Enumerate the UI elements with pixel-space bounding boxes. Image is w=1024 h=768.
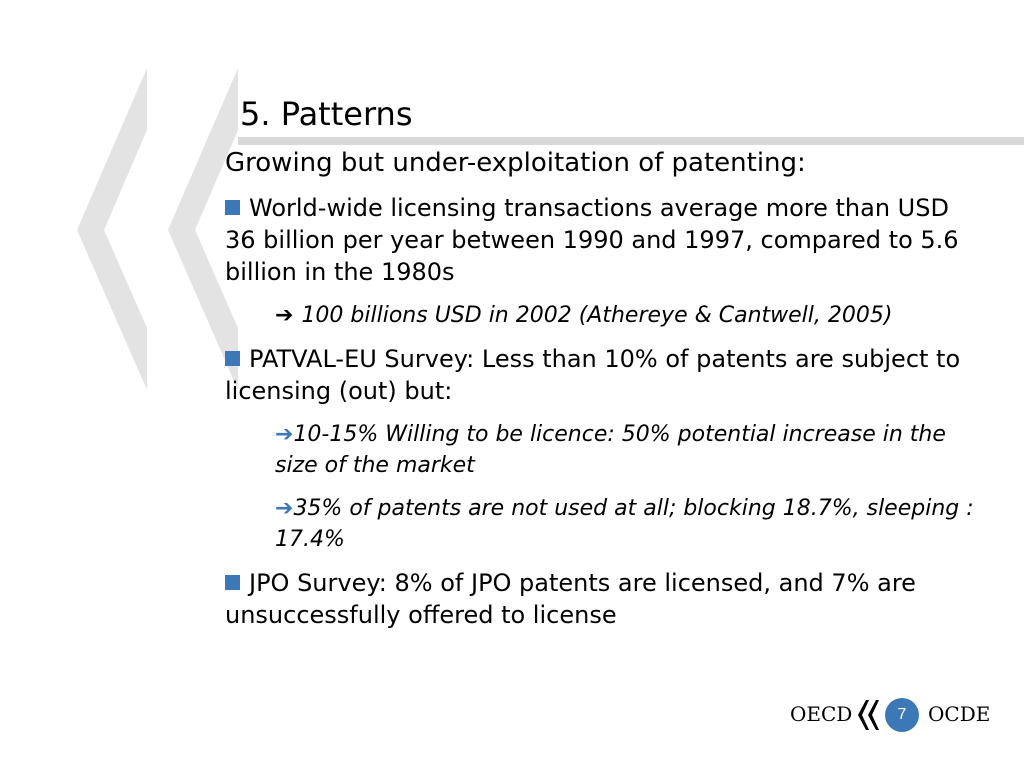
bullet-item xyxy=(225,567,985,631)
arrow-right-icon: ➔ xyxy=(275,422,294,447)
oecd-label: OECD xyxy=(790,702,853,726)
bullet-item xyxy=(225,343,985,407)
bullet-item xyxy=(225,192,985,288)
lead-text: Growing but under-exploitation of patenting: xyxy=(225,148,806,178)
sub-item-text: 100 billions USD in 2002 (Athereye & Cantwell, 2005) xyxy=(301,303,893,328)
footer-logo xyxy=(790,698,1010,734)
title-underline-bar xyxy=(238,137,1024,145)
sub-item xyxy=(275,419,985,481)
square-bullet-icon xyxy=(225,351,240,366)
sub-item xyxy=(275,493,985,555)
bullet-text: PATVAL-EU Survey: Less than 10% of patents are subject to licensing (out) but: xyxy=(225,345,961,405)
page-number-badge: 7 xyxy=(885,698,919,732)
sub-item-text: 35% of patents are not used at all; blocking 18.7%, sleeping : 17.4% xyxy=(275,496,974,552)
arrow-right-icon: ➔ xyxy=(275,496,294,521)
square-bullet-icon xyxy=(225,575,240,590)
sub-item-text: 10-15% Willing to be licence: 50% potential increase in the size of the market xyxy=(275,422,946,478)
oecd-chevron-icon xyxy=(856,698,884,732)
arrow-right-icon: ➔ xyxy=(275,303,294,328)
slide-content xyxy=(225,146,985,631)
sub-item xyxy=(275,300,985,331)
bullet-text: JPO Survey: 8% of JPO patents are licensed, and 7% are unsuccessfully offered to license xyxy=(225,569,916,629)
ocde-label: OCDE xyxy=(928,702,991,726)
square-bullet-icon xyxy=(225,200,240,215)
bullet-text: World-wide licensing transactions average more than USD 36 billion per year between 1990 and 1997, compared to 5.6 billion in the 1980s xyxy=(225,194,959,286)
slide-title: 5. Patterns xyxy=(240,95,413,133)
